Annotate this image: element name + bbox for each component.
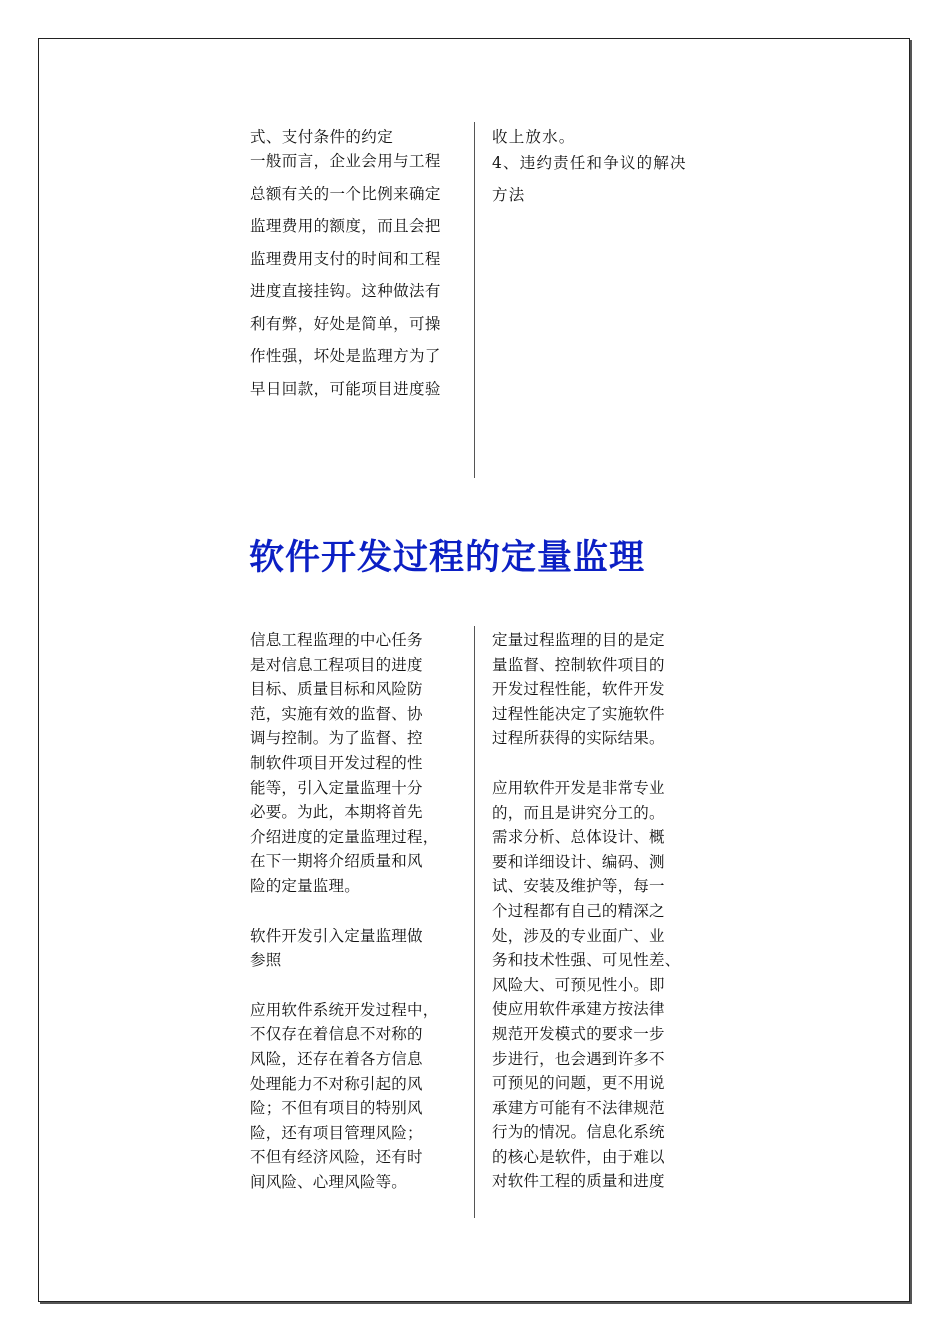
text-line: 是对信息工程项目的进度 <box>250 655 423 674</box>
text-line: 险；不但有项目的特别风 <box>250 1099 423 1118</box>
text-line: 间风险、心理风险等。 <box>250 1172 408 1191</box>
column-divider-bottom <box>474 626 475 1218</box>
text-line: 使应用软件承建方按法律 <box>492 1000 665 1019</box>
text-line: 的，而且是讲究分工的。 <box>492 803 665 822</box>
section-subheading: 参照 <box>250 951 282 970</box>
top-left-column <box>250 123 441 407</box>
text-line: 险的定量监理。 <box>250 876 360 895</box>
text-line: 目标、质量目标和风险防 <box>250 680 423 699</box>
text-line: 定量过程监理的目的是定 <box>492 631 665 649</box>
article-headline: 软件开发过程的定量监理 <box>249 538 646 578</box>
text-line: 的核心是软件，由于难以 <box>492 1147 665 1166</box>
text-line: 险，还有项目管理风险； <box>250 1123 423 1142</box>
text-line: 应用软件开发是非常专业 <box>492 778 665 797</box>
text-line: 在下一期将介绍质量和风 <box>250 852 423 871</box>
text-line: 处理能力不对称引起的风 <box>250 1074 423 1093</box>
text-line: 过程所获得的实际结果。 <box>492 729 665 748</box>
text-line: 收上放水。 <box>492 128 576 146</box>
text-line: 监理费用支付的时间和工程 <box>250 249 441 268</box>
text-line: 能等，引入定量监理十分 <box>250 778 423 797</box>
text-line: 范，实施有效的监督、协 <box>250 704 423 723</box>
section-subheading: 软件开发引入定量监理做 <box>250 926 423 945</box>
text-line: 早日回款，可能项目进度验 <box>250 379 441 398</box>
text-line: 不但有经济风险，还有时 <box>250 1148 423 1167</box>
text-line: 风险大、可预见性小。即 <box>492 975 665 994</box>
bottom-left-column <box>250 628 438 1194</box>
paragraph-gap <box>250 973 438 998</box>
text-line: 可预见的问题，更不用说 <box>492 1074 665 1093</box>
text-line: 个过程都有自己的精深之 <box>492 901 665 920</box>
paragraph-gap <box>492 751 680 776</box>
text-line: 试、安装及维护等，每一 <box>492 877 665 896</box>
text-line: 总额有关的一个比例来确定 <box>250 184 441 203</box>
text-line: 对软件工程的质量和进度 <box>492 1172 665 1191</box>
text-line: 开发过程性能，软件开发 <box>492 680 665 699</box>
text-line: 要和详细设计、编码、测 <box>492 852 665 871</box>
text-line: 不仅存在着信息不对称的 <box>250 1025 423 1044</box>
paragraph-gap <box>250 899 438 924</box>
text-line: 介绍进度的定量监理过程， <box>250 827 439 846</box>
text-line: 利有弊，好处是简单，可操 <box>250 314 441 333</box>
column-divider-top <box>474 122 475 478</box>
text-line: 作性强，坏处是监理方为了 <box>250 347 441 365</box>
text-line: 进度直接挂钩。这种做法有 <box>250 282 441 300</box>
top-right-column <box>492 123 687 213</box>
text-line: 调与控制。为了监督、控 <box>250 729 423 748</box>
text-line: 过程性能决定了实施软件 <box>492 704 665 723</box>
text-line: 行为的情况。信息化系统 <box>492 1123 665 1142</box>
text-line: 步进行，也会遇到许多不 <box>492 1049 665 1068</box>
text-line: 4、违约责任和争议的解决 <box>492 154 687 172</box>
text-line: 一般而言，企业会用与工程 <box>250 152 441 170</box>
text-line: 风险，还存在着各方信息 <box>250 1049 423 1068</box>
text-line: 量监督、控制软件项目的 <box>492 655 665 674</box>
text-line: 制软件项目开发过程的性 <box>250 753 423 772</box>
text-line: 监理费用的额度，而且会把 <box>250 217 441 235</box>
text-line: 式、支付条件的约定 <box>250 128 394 146</box>
text-line: 规范开发模式的要求一步 <box>492 1024 665 1043</box>
text-line: 方法 <box>492 186 526 204</box>
text-line: 应用软件系统开发过程中， <box>250 1000 439 1019</box>
text-line: 信息工程监理的中心任务 <box>250 631 423 649</box>
text-line: 需求分析、总体设计、概 <box>492 828 665 847</box>
bottom-right-column <box>492 628 680 1194</box>
text-line: 必要。为此，本期将首先 <box>250 803 423 822</box>
text-line: 务和技术性强、可见性差、 <box>492 951 681 970</box>
text-line: 承建方可能有不法律规范 <box>492 1098 665 1117</box>
text-line: 处，涉及的专业面广、业 <box>492 926 665 945</box>
